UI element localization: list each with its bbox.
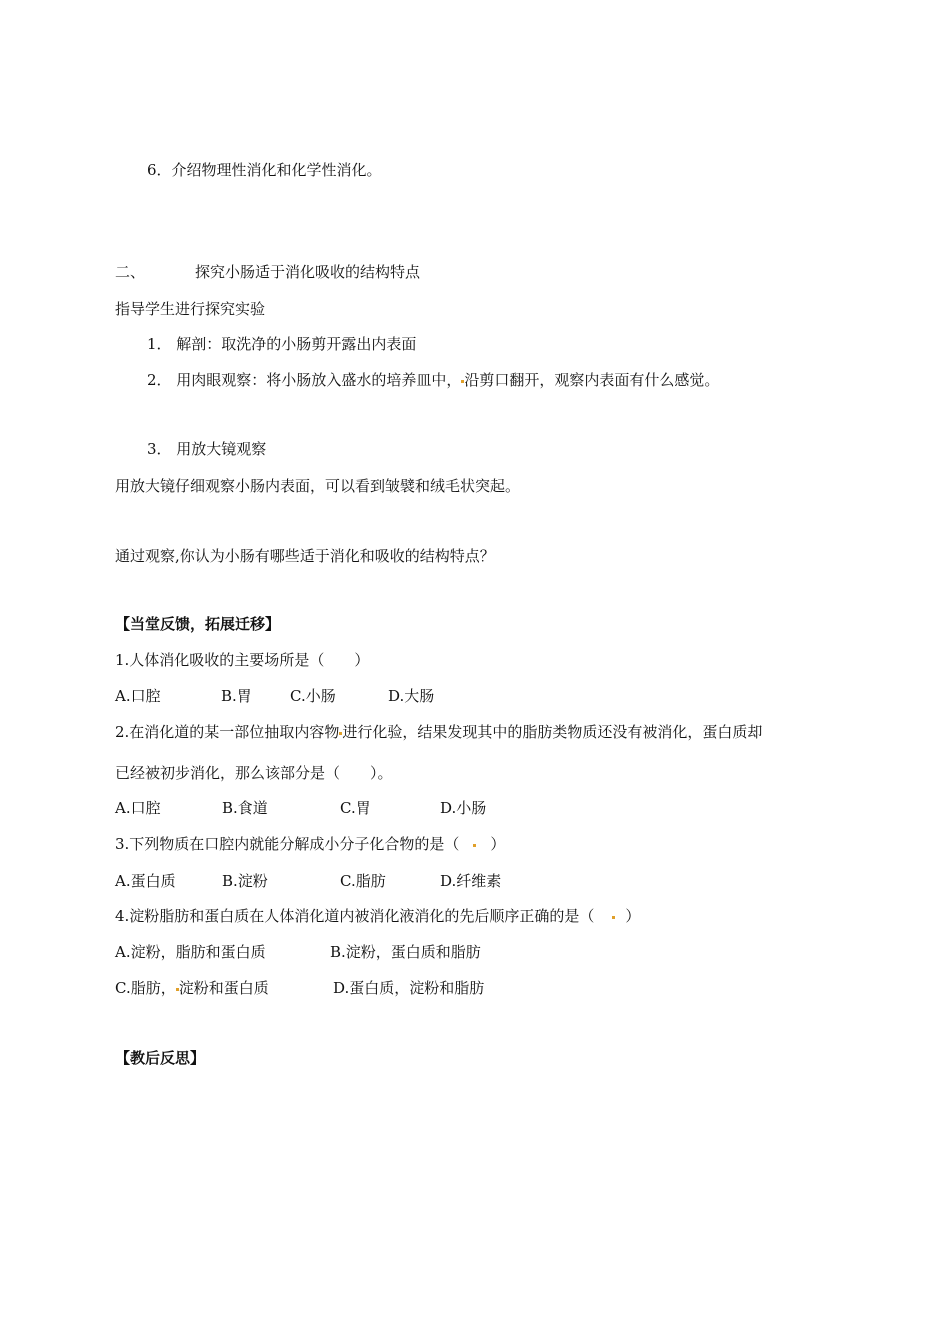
q4-option-c [115,978,269,998]
q3-option-a: A.蛋白质 [115,872,176,890]
q2-option-a: A.口腔 [115,799,161,817]
step-3-description: 用放大镜仔细观察小肠内表面，可以看到皱襞和绒毛状突起。 [115,477,521,495]
q1-option-b: B.胃 [221,687,252,705]
q1-option-d: D.大肠 [388,687,435,705]
q4-option-a: A.淀粉，脂肪和蛋白质 [115,943,266,961]
q4-option-c-part-a: C.脂肪， [115,979,176,997]
step-1-text: 1． 解剖：取洗净的小肠剪开露出内表面 [147,335,417,353]
q3-option-b: B.淀粉 [222,872,268,890]
q3-option-c: C.脂肪 [340,872,386,890]
observation-question: 通过观察,你认为小肠有哪些适于消化和吸收的结构特点？ [115,547,495,565]
step-2-part-a: 2． 用肉眼观察：将小肠放入盛水的培养皿中， [147,371,462,389]
reflection-heading: 【教后反思】 [115,1049,206,1067]
q3-option-d: D.纤维素 [440,872,502,890]
q1-stem: 1.人体消化吸收的主要场所是（ ） [115,651,370,669]
marker-dot [473,844,476,847]
q4-stem-part-b: ） [625,907,641,925]
q4-stem-part-a: 4.淀粉脂肪和蛋白质在人体消化道内被消化液消化的先后顺序正确的是（ [115,907,595,925]
marker-dot [612,916,615,919]
section-two-title: 探究小肠适于消化吸收的结构特点 [195,263,421,281]
item-6-text: 6．介绍物理性消化和化学性消化。 [147,161,382,179]
q2-option-d: D.小肠 [440,799,487,817]
q3-stem [115,834,505,854]
q2-option-c: C.胃 [340,799,371,817]
q1-option-a: A.口腔 [115,687,161,705]
q4-option-b: B.淀粉，蛋白质和脂肪 [330,943,481,961]
step-2-text [147,370,719,390]
q2-stem-line-2: 已经被初步消化，那么该部分是（ ）。 [115,764,393,782]
q2-stem [115,722,762,742]
feedback-heading: 【当堂反馈，拓展迁移】 [115,615,281,633]
section-two-heading [115,262,420,282]
q2-stem-part-a: 2.在消化道的某一部位抽取内容物 [115,723,340,741]
step-3-text: 3． 用放大镜观察 [147,440,267,458]
q4-option-d: D.蛋白质，淀粉和脂肪 [333,979,485,997]
q3-stem-part-a: 3.下列物质在口腔内就能分解成小分子化合物的是（ [115,835,460,853]
q3-stem-part-b: ） [490,835,506,853]
q2-option-b: B.食道 [222,799,268,817]
q4-stem [115,906,640,926]
section-two-number: 二、 [115,263,146,281]
guide-text: 指导学生进行探究实验 [115,300,266,318]
step-2-part-b: 沿剪口翻开，观察内表面有什么感觉。 [464,371,720,389]
q2-stem-part-b: 进行化验，结果发现其中的脂肪类物质还没有被消化，蛋白质却 [342,723,763,741]
q4-option-c-part-b: 淀粉和蛋白质 [178,979,269,997]
q1-option-c: C.小肠 [290,687,336,705]
